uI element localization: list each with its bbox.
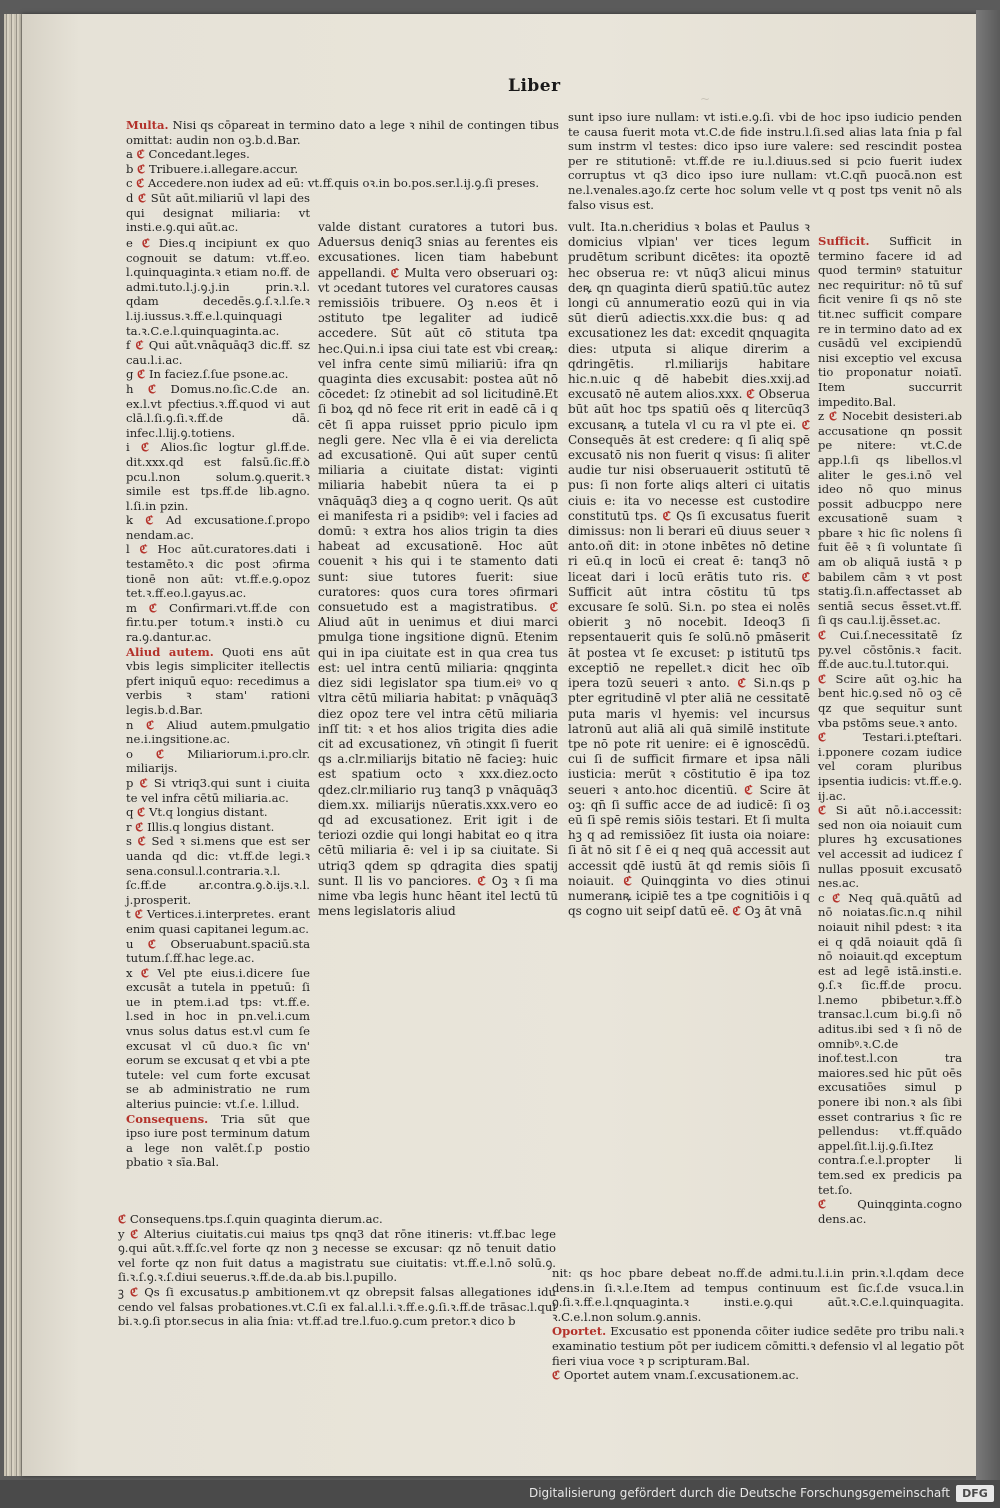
gloss-consequens: ℭ Consequens.tps.ſ.quin quaginta dierum.ac.: [118, 1212, 383, 1226]
sufficit-text: Sufficit in termino facere id ad quod terminꝰ statuitur nec requiritur: nō tū suf ficit venire ſi qs nō ste tit.nec sufficit compare re in termino dato ad ex cusādū vel excipiendū nisi exceptio vel excusa tio proponatur noiatī. Item succurrit impedito.Bal.: [818, 234, 962, 409]
gloss-quinquaginta: ℭ Quinqginta.cogno dens.ac.: [818, 1197, 962, 1226]
gloss-scire: ℭ Scire aūt oꝫ.hic ha bent hic.ꝯ.sed nō oꝫ cē qz que sequitur sunt vba pstōms seue.ꝛ anto.: [818, 671, 962, 730]
top-right-block: [568, 110, 962, 212]
gloss-z: z ℭ Nocebit desisteri.ab accusatione qn possit pe nitere: vt.C.de app.l.ſi qs libellos.vl aliter le ges.i.nō vel ideo nō quo minus possit adbucppo nere excusationē suam ꝛ pbare ꝛ hic ſic nolens ſi fuit ēē ꝛ ſi voluntate ſi am ob aliquā iustā ꝛ p babilem cām ꝛ vt post statiꝫ.ſi.n.affectasset ab sentiā secus ēsset.vt.ff. ſi qs cau.l.ij.ēsset.ac.: [818, 409, 962, 628]
bottom-right-intro: nit: qs hoc pbare debeat no.ff.de admi.tu.l.i.in prin.ꝛ.l.qdam dece dens.in ſi.ꝛ.l.e.Item ad tempus continuum est ſic.ſ.de vsuca.l.in ꝯ.ſi.ꝛ.ff.e.l.qnquaginta.ꝛ insti.e.ꝯ.qui aūt.ꝛ.C.e.l.quinquagita. ꝛ.C.e.l.non solum.ꝯ.annis.: [552, 1266, 964, 1324]
rubric-aliud-autem: Aliud autem.: [126, 644, 214, 659]
bottom-right-block: [552, 1266, 964, 1383]
gloss-f: f ℭ Qui aūt.vnāquāq3 dic.ff. sz cau.l.i.ac.: [126, 338, 311, 367]
lemma-aliud-autem: [126, 645, 310, 718]
left-gloss-column: [126, 236, 310, 1170]
funding-notice: Digitalisierung gefördert durch die Deutsche Forschungsgemeinschaft: [528, 1486, 950, 1500]
aliud-autem-text: Quoti ens aūt vbis legis simpliciter itellectis pfert iniquū equo: recedimus a verbis ꝛ stam' rationi legis.b.d.Bar.: [126, 644, 310, 717]
gloss-b: b ℭ Tribuere.i.allegare.accur.: [126, 161, 299, 176]
gloss-y: y ℭ Alterius ciuitatis.cui maius tps qnq3 dat rōne itineris: vt.ff.bac lege ꝯ.qui aūt.ꝛ.ff.ſc.vel forte qz non ꝫ necesse se excusar: qz nō tenuit datio vel forte qz non fuit datus a magistratu sue ciuitatis: vt.ff.e.l.nō solū.ꝯ. ſi.ꝛ.ſ.ꝯ.ꝛ.ſ.diui seuerus.ꝛ.ff.de.da.ab bis.l.pupillo.: [118, 1226, 556, 1285]
gloss-oportet: ℭ Oportet autem vnam.ſ.excusationem.ac.: [552, 1368, 799, 1383]
rubric-multa: Multa.: [126, 118, 169, 132]
gloss-testari: ℭ Testari.i.pteſtari. i.pponere cozam iudice vel coram pluribus ipsentia iudicis: vt.ff.e.ꝯ. ij.ac.: [818, 730, 962, 803]
lemma-oportet: [552, 1324, 964, 1368]
consequens-text: Tria sūt que ipso iure post terminum datum a lege non valēt.ſ.p postio pbatio ꝛ sīa.Bal.: [126, 1111, 311, 1170]
main-text-right: vult. Ita.n.cheridius ꝛ bolas et Paulus ꝛ domicius vlpian' ver tices legum prudētum scribunt dicētes: ita opoztē hec obserua re: vt nūq3 alicui minus deꝶ qn quaginta dierū spatiū.tūc autez longi cū annumeratio eozū qui in via sūt dierū adiectis.xxx.die bus: q ad excusationez les dat: excedit qnquagita dies: utputa si alique direrim a qdringētis. rl.miliarijs habitare hic.n.uic q dē habebit dies.xxij.ad excusatō nē autem alios.xxx. ℭ Obserua būt aūt hoc tps spatiū oēs q litercūq3 excusanꝶ a tutela vl cu ra vl pte ei. ℭ Consequēs āt est credere: q ſi aliq spē excusatō nis non fuerit q visus: ſi aliter audie tur nisi obseruauerit ɔstitutū tē pus: ſi non forte aliqs alteri ci uitatis ciuis e: ita vo necesse est custodire constitutū tps. ℭ Qs ſi excusatus fuerit dimissus: non li berari eū diuus seuer ꝛ anto.oñ dit: in ɔtone inbētes nō detine ri eū.q in locū ei creat ē: tanq3 nō liceat dari i locū erātis tuto ris. ℭ Sufficit aūt intra cōstitu tū tps excusare ſe solū. Si.n. po stea ei nolēs obierit ꝫ nō nocebit. Ideoq3 ſi repsentauerit quis ſe solū.nō pmāserit āt postea vt ſe excuset: p istitutū tps exceptiō ne repellet.ꝛ dicit hec oīb ipera tozū seueri ꝛ anto. ℭ Si.n.qs p pter egritudinē vl pter aliā ne cessitatē puta maris vl hyemis: vel incursus latronū aut aliā ali quā similē institute tpe nō pote rit uenire: ei ē ignoscēdū. cui ſi de sufficit firmare et ipsa nāli iusticia: merūt ꝛ cōstitutio ē ipa toz seueri ꝛ anto.hoc dicentiū. ℭ Scire āt oꝫ: qn̄ ſi suffic acce de ad iudicē: ſi oꝫ eū ſi spē remis siōis testari. Et ſi multa hꝫ q ad remissiōez ſit iusta oia noiare: ſi āt nō sit ſ ē ei q neq quā accessit aut accessit qdē iustū āt qd remis siōis ſi noiauit. ℭ Quinqginta vo dies ɔtinui numeranꝶ icipiē tes a tpe cognitiōis i q qs cogno uit seipſ datū eē. ℭ Oꝫ āt vnā: [568, 220, 811, 919]
gloss-s: s ℭ Sed ꝛ si.mens que est ser uanda qd dic: vt.ff.de legi.ꝛ sena.consul.l.contraria.ꝛ.l. ſc.ff.de ar.contra.ꝯ.ꝺ.ijs.ꝛ.l. j.prosperit.: [126, 834, 310, 907]
facing-page-edge: [976, 10, 1000, 1480]
gloss-m: m ℭ Confirmari.vt.ff.de con fir.tu.per totum.ꝛ insti.ꝺ cu ra.ꝯ.dantur.ac.: [126, 600, 310, 645]
gloss-g: g ℭ In faciez.ſ.ſue psone.ac.: [126, 367, 289, 382]
main-text-column-right: [568, 220, 810, 919]
gloss-d: d ℭ Sūt aūt.miliariū vl lapi des qui designat miliaria: vt insti.e.ꝯ.qui aūt.ac.: [126, 190, 310, 235]
right-gloss-column: [818, 234, 962, 1226]
gloss-nequaquam: c ℭ Neq quā.quātū ad nō noiatas.ſic.n.q nihil noiauit nihil pdest: ꝛ ita ei q qdā noiauit qdā ſi nō noiauit.qd exceptum est ad legē istā.insti.e. ꝯ.ſ.ꝛ ſic.ff.de procu. l.nemo pbibetur.ꝛ.ff.ꝺ transac.l.cum bi.ꝯ.ſi nō aditus.ibi sed ꝛ ſi nō de omnibꝰ.ꝛ.C.de inof.test.l.con tra maiores.sed hic pūt oēs excusatiōes simul p ponere ibi non.ꝛ als ſibi esset contrarius ꝛ ſic re pellendus: vt.ff.quādo appel.ſit.l.ij.ꝯ.ſi.Itez contra.ſ.e.l.propter li tem.sed ex predicis pa tet.ſo.: [818, 890, 962, 1197]
gloss-c: c ℭ Accedere.non iudex ad eū: vt.ff.quis oꝛ.in bo.pos.ser.l.ij.ꝯ.ſi preses.: [126, 176, 540, 191]
gloss-u: u ℭ Obseruabunt.spaciū.sta tutum.ſ.ff.hac lege.ac.: [126, 936, 311, 966]
gloss-o: o ℭ Miliariorum.i.pro.clr. miliarijs.: [126, 746, 310, 776]
lemma-multa: [126, 118, 559, 147]
gloss-r: r ℭ Illis.q longius distant.: [126, 819, 275, 834]
bottom-left-glosses: [118, 1212, 556, 1329]
gloss-n: n ℭ Aliud autem.pmulgatio ne.i.ingsitione.ac.: [126, 717, 311, 747]
gloss-si-aut-non: ℭ Si aūt nō.i.accessit: sed non oia noiauit cum plures hꝫ excusationes vel accessit ad iudicez ſ nullas pposuit excusatō nes.ac.: [818, 803, 962, 891]
show-through-text: ~: [700, 92, 711, 106]
summary-text: Nisi qs cōpareat in termino dato a lege ꝛ nihil de contingen tibus omittat: audin non oꝫ.b.d.Bar.: [126, 118, 560, 147]
lemma-consequens: [126, 1112, 310, 1170]
main-text-left: valde distant curatores a tutori bus. Aduersus deniq3 snias au ferentes eis excusationes. licen tiam habebunt appellandi. ℭ Multa vero obseruari oꝫ: vt ɔcedant tutores vel curatores causas remissiōis tribuere. Oꝫ n.eos ēt i ɔstituto tpe legaliter ad iudicē accedere. Sūt aūt cō stituta tpa hec.Qui.n.i ipsa ciui tate est vbi creaꝶ: vel infra cente simū miliariū: ifra qn quaginta dies excusabit: postea aūt nō cōcedet: ſz ɔtinebit ad sol licitudinē.Et ſi boꝝ qd nō fece rit erit in eadē cā i q cēt ſi appa ruisset pprio piculo ipm negli gere. Nec vlla ē ei via derelicta ad excusationē. Qui aūt super centū miliaria a ciuitate distat: viginti miliaria habebit nūera ta ei p vnāquāq3 dieꝫ a q cogno uerit. Qs aūt ei manifesta ri a psidibꝰ: vel i facies ad domū: ꝛ extra hos alios trigin ta dies habeat ad excusationē. Hoc aūt couenit ꝛ his qui i te stamento dati sunt: siue tutores fuerit: siue curatores: quos cura tores ɔfirmari consuetudo est a magistratibus. ℭ Aliud aūt in uenimus et diui marci pmulga tione ingsitione dignū. Etenim qui in ipa ciuitate est in qua crea tus est: uel intra centū miliaria: qnqginta diez sidi legislator spa tium.eiꝰ vo q vltra cētū miliaria habitat: p vnāquāq3 diez opoz tere vel intra cētū miliaria inſſ tit: ꝛ et hos alios trigita dies adie cit ad excusationez, vn̄ ɔtingit ſi fuerit qs a.clr.miliarijs bitatio nē facieꝫ: huic est spatium octo ꝛ xxx.diez.octo qdez.clr.miliario ruꝫ tanq3 p vnāquāq3 diem.xx. miliarijs nūeratis.xxx.vero eo qd ad excusationez. Erit igit i de teriozi ozdie qui longi habitat eo q itra cētū miliaria ē: vel i ip sa ciuitate. Si utriq3 qdem sp qdragita dies spatij sunt. Il lis vo panciores. ℭ Oꝫ ꝛ ſi ma nime vba legis hunc hēant itel lectū tū mens legislatoris aliud: [318, 220, 558, 919]
gloss-zeta: ꝫ ℭ Qs ſi excusatus.p ambitionem.vt qz obrepsit falsas allegationes idu cendo vel falsas probationes.vt.C.ſi ex fal.al.l.i.ꝛ.ff.e.ꝯ.ſi.ꝛ.ff.de trāsac.l.qui bi.ꝛ.ꝯ.ſi ptor.secus in alia ſnia: vt.ff.ad tre.l.fuo.ꝯ.cum pretor.ꝛ dico b: [118, 1284, 556, 1329]
gloss-q: q ℭ Vt.q longius distant.: [126, 805, 268, 820]
gloss-k: k ℭ Ad excusatione.ſ.propo nendam.ac.: [126, 513, 310, 542]
rubric-sufficit: Sufficit.: [818, 234, 870, 248]
top-left-block: [126, 118, 559, 235]
gloss-h: h ℭ Domus.no.ſic.C.de an. ex.l.vt pfectius.ꝛ.ff.quod vi aut clā.l.ſi.ꝯ.ſi.ꝛ.ff.de dā. infec.l.lij.ꝯ.totiens.: [126, 381, 310, 440]
top-right-gloss: sunt ipso iure nullam: vt isti.e.ꝯ.ſi. vbi de hoc ipso iudicio penden te causa fuerit mota vt.C.de fide instru.l.ſi.sed alias lata ſnia p fal sum instrm vl testes: dico ipso iure valere: sed rescindit postea per re stitutionē: vt.ff.de re iu.l.diuus.sed si pcio fuerit iudex corruptus vt q3 dico ipso iure nullam: vt.C.qn̄ puocā.non est ne.l.venales.aꝫo.ſz certe hoc solum velle vt q post tps venit nō als falso visus est.: [568, 110, 962, 212]
gloss-t: t ℭ Vertices.i.interpretes. erant enim quasi capitanei legum.ac.: [126, 907, 310, 936]
oportet-text: Excusatio est pponenda cōiter iudice sedēte pro tribu nali.ꝛ examinatio testium pōt per iudicem cōmitti.ꝛ defensio vl al legatio pōt fieri viua voce ꝛ p scripturam.Bal.: [552, 1324, 965, 1368]
footer-bar: [0, 1480, 1000, 1508]
gloss-cui: ℭ Cui.ſ.necessitatē ſz py.vel cōstōnis.ꝛ facit. ff.de auc.tu.l.tutor.qui.: [818, 628, 962, 672]
gloss-e: e ℭ Dies.q incipiunt ex quo cognouit se datum: vt.ff.eo. l.quinquaginta.ꝛ etiam no.ff. de admi.tuto.l.j.ꝯ.j.in prin.ꝛ.l. qdam decedēs.ꝯ.ſ.ꝛ.l.ſe.ꝛ l.ij.iussus.ꝛ.ff.e.l.quinquagi ta.ꝛ.C.e.l.quinquaginta.ac.: [126, 236, 311, 338]
gloss-p: p ℭ Si vtriq3.qui sunt i ciuita te vel infra cētū miliaria.ac.: [126, 775, 310, 805]
rubric-consequens: Consequens.: [126, 1111, 209, 1126]
gloss-x: x ℭ Vel pte eius.i.dicere ſue excusāt a tutela in ppetuū: ſi ue in ptem.i.ad tps: vt.ff.e. l.sed in hoc in pn.vel.i.cum vnus solus datus est.vl cum ſe excusat vl cū duo.ꝛ ſic vn' eorum se excusat q et vbi a pte tutele: vel cum forte excusat se ab administratio ne rum alterius puincie: vt.ſ.e. l.illud.: [126, 965, 310, 1112]
dfg-logo: DFG: [956, 1485, 994, 1502]
main-text-column-left: [318, 220, 558, 919]
gloss-a: a ℭ Concedant.leges.: [126, 147, 250, 162]
gloss-i: i ℭ Alios.ſic logtur gl.ff.de. dit.xxx.qd est falsū.ſic.ff.ꝺ pcu.l.non solum.ꝯ.querit.ꝛ simile est tps.ff.de lib.agno. l.ſi.in pzin.: [126, 440, 310, 513]
lemma-sufficit: [818, 234, 962, 409]
book-page-edges: [4, 14, 24, 1476]
rubric-oportet: Oportet.: [552, 1324, 607, 1339]
running-header: Liber: [508, 76, 561, 96]
gloss-l: l ℭ Hoc aūt.curatores.dati i testamēto.ꝛ dic post ɔfirma tionē non aūt: vt.ff.e.ꝯ.opoz tet.ꝛ.ff.eo.l.gayus.ac.: [126, 542, 310, 601]
